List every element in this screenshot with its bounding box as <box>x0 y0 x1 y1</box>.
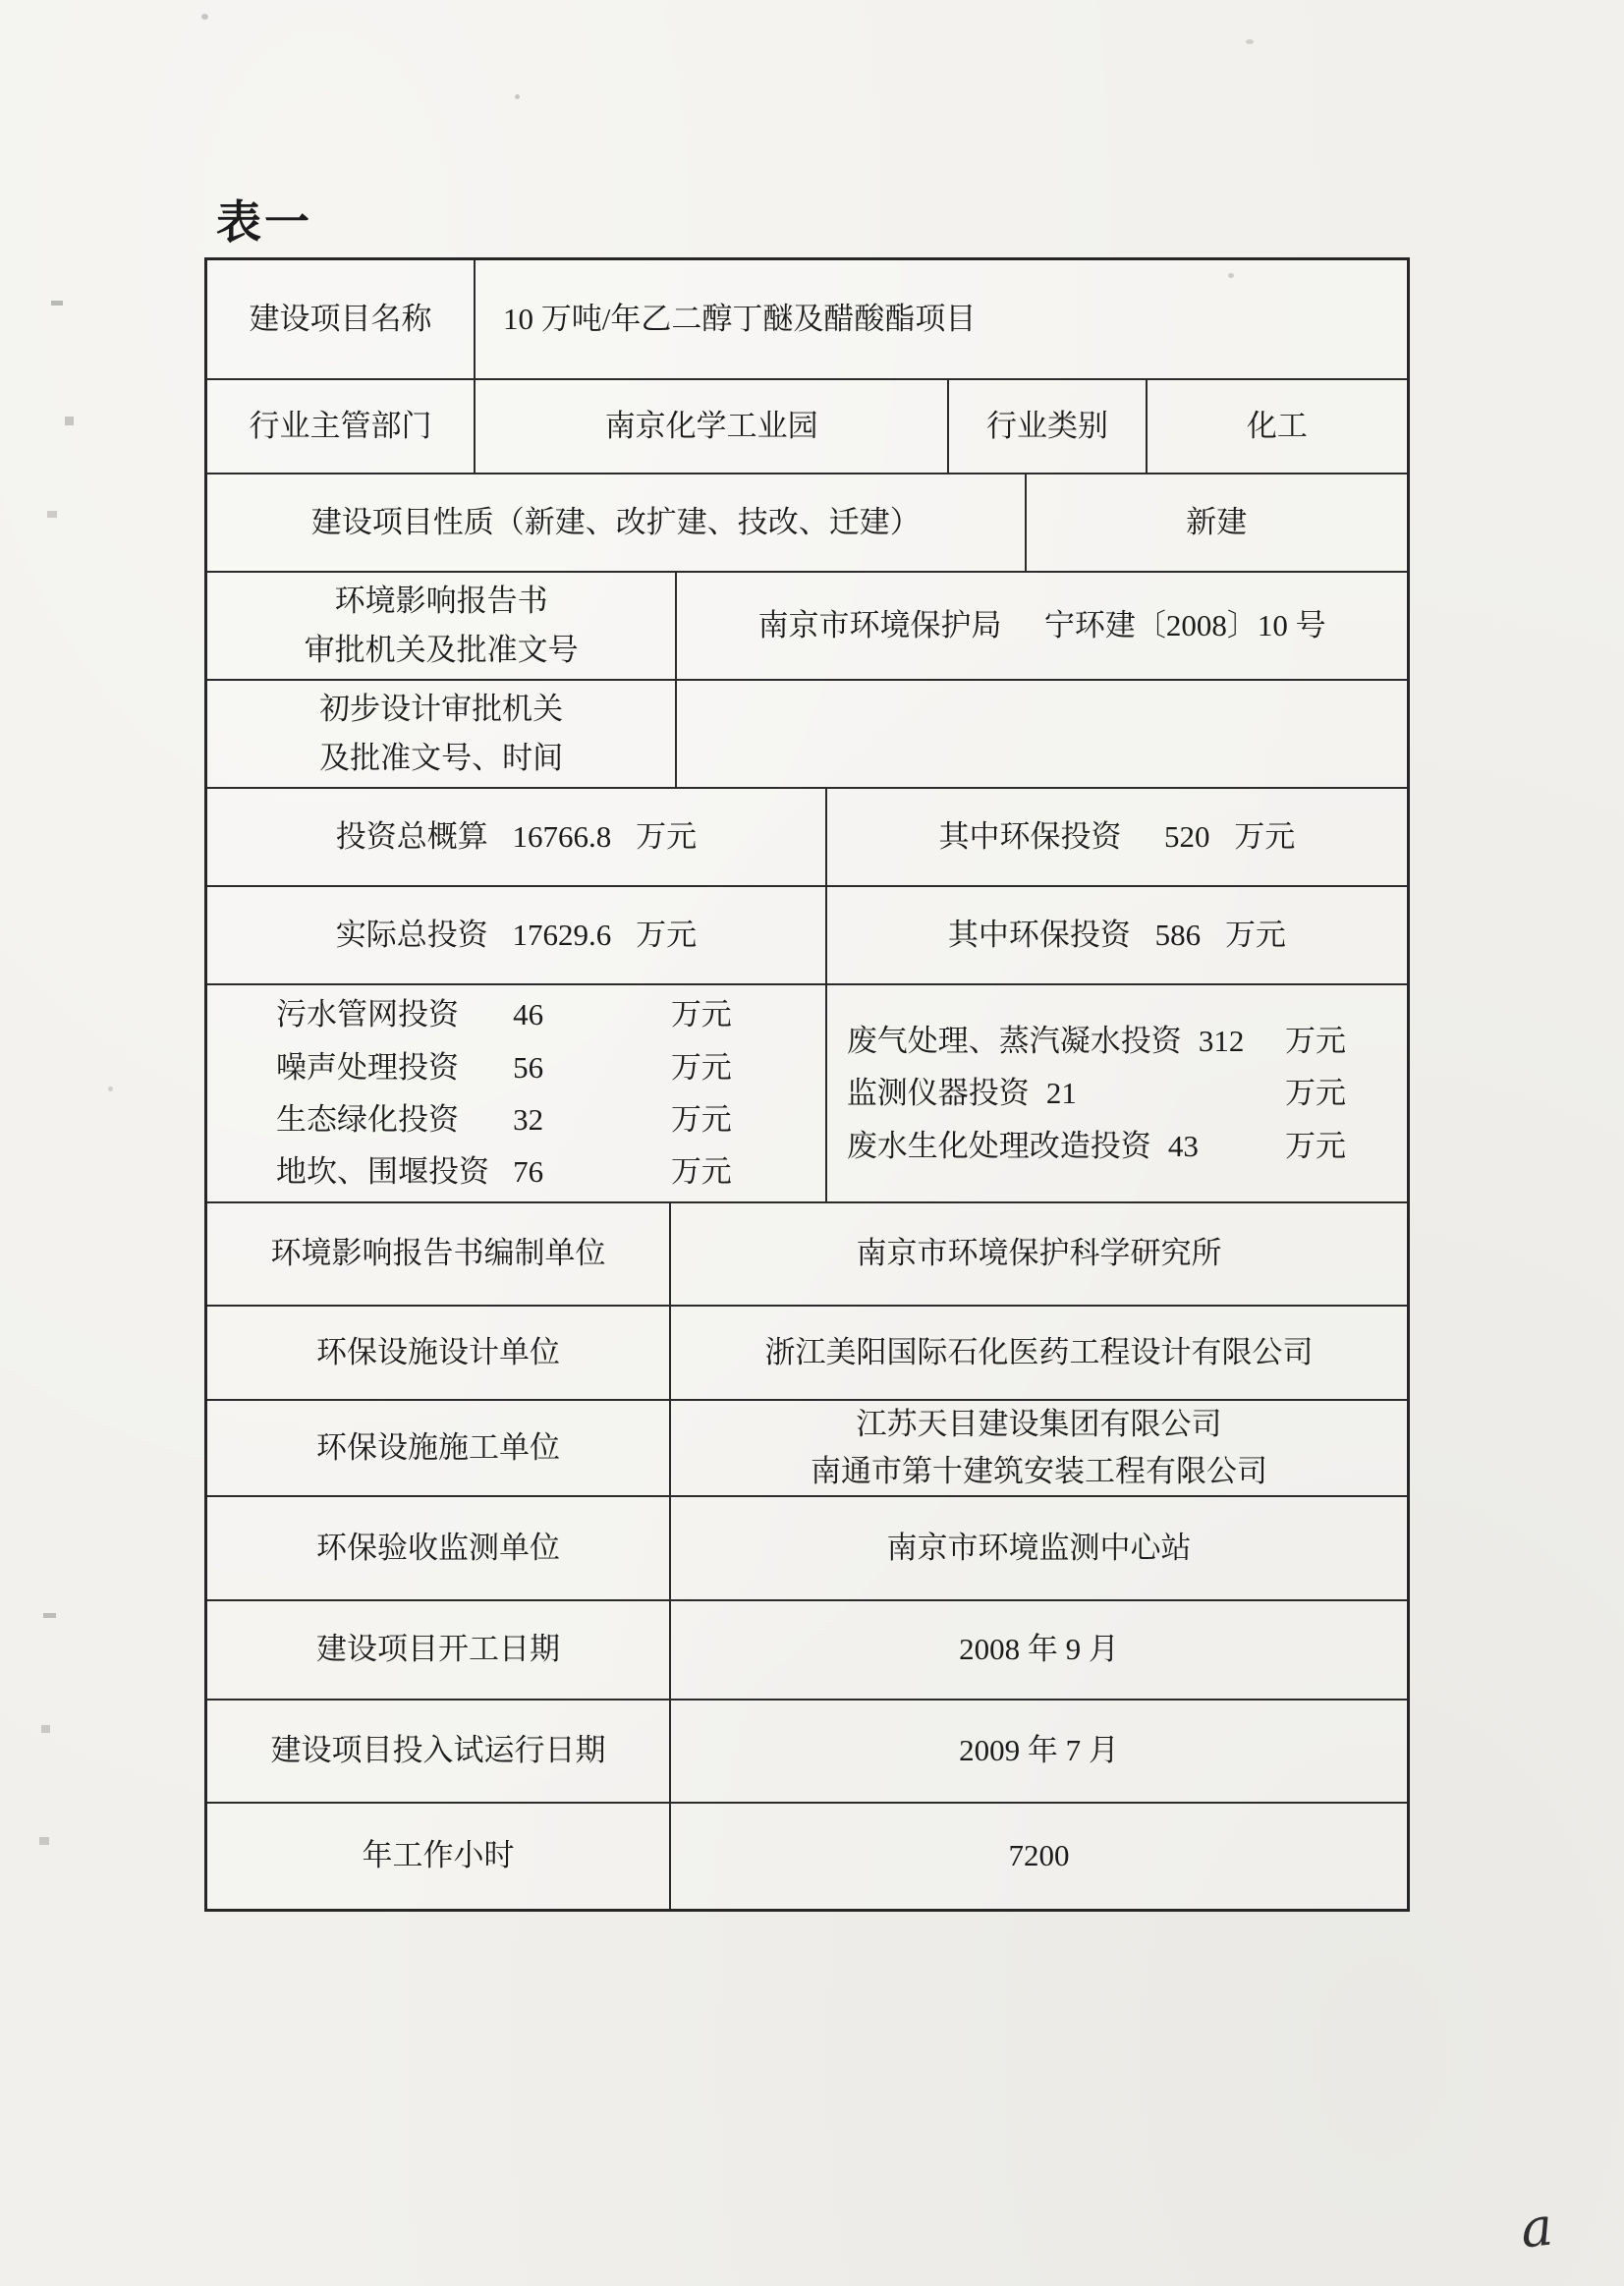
investment-item <box>276 988 732 1040</box>
investment-item-unit: 万元 <box>1284 1128 1346 1163</box>
industry-dept-label: 行业主管部门 <box>249 408 432 443</box>
construction-unit-value <box>669 1401 1407 1495</box>
trial-run-date-label: 建设项目投入试运行日期 <box>270 1733 606 1768</box>
scan-artifact <box>39 1837 49 1845</box>
env-actual-investment-label: 其中环保投资 <box>947 917 1131 952</box>
prelim-design-value <box>675 681 1407 787</box>
scan-artifact <box>201 14 208 20</box>
row-annual-hours <box>207 1802 1407 1909</box>
investment-item-unit: 万元 <box>1284 1024 1346 1059</box>
env-actual-investment-value: 586 <box>1154 917 1202 952</box>
industry-category-value: 化工 <box>1146 380 1407 473</box>
investment-breakdown-left <box>207 985 825 1201</box>
investment-item-value: 43 <box>1167 1128 1199 1163</box>
design-unit-label: 环保设施设计单位 <box>316 1334 561 1369</box>
investment-item-label: 生态绿化投资 <box>276 1102 459 1137</box>
env-budget-estimate-value: 520 <box>1163 818 1210 854</box>
page-title: 表一 <box>216 197 312 248</box>
start-date-value: 2008 年 9 月 <box>669 1601 1407 1699</box>
budget-estimate-cell <box>207 789 825 885</box>
row-eia-prepared-by <box>207 1201 1407 1305</box>
handwritten-mark: a <box>1517 2195 1556 2260</box>
actual-investment-label: 实际总投资 <box>335 917 488 952</box>
scan-artifact <box>65 417 74 425</box>
budget-estimate-unit: 万元 <box>636 818 698 854</box>
env-actual-investment-unit: 万元 <box>1224 917 1286 952</box>
investment-item-value: 76 <box>513 1154 544 1190</box>
env-actual-investment-cell <box>825 887 1407 983</box>
env-budget-estimate-unit: 万元 <box>1234 818 1296 854</box>
scan-artifact <box>47 511 57 518</box>
investment-item-label: 噪声处理投资 <box>276 1049 459 1085</box>
eia-approval-org: 南京市环境保护局 <box>757 607 1002 642</box>
prelim-design-label <box>207 681 675 787</box>
investment-item <box>847 1015 1346 1067</box>
env-budget-estimate-label: 其中环保投资 <box>938 818 1122 854</box>
project-name-value: 10 万吨/年乙二醇丁醚及醋酸酯项目 <box>474 260 1407 378</box>
budget-estimate-value: 16766.8 <box>512 818 612 854</box>
construction-unit-line1: 江苏天目建设集团有限公司 <box>856 1406 1222 1441</box>
eia-prepared-by-value: 南京市环境保护科学研究所 <box>669 1203 1407 1305</box>
row-industry <box>207 378 1407 473</box>
budget-estimate-label: 投资总概算 <box>335 818 488 854</box>
scan-artifact <box>51 301 63 306</box>
industry-category-label: 行业类别 <box>947 380 1145 473</box>
prelim-design-label-line2: 及批准文号、时间 <box>319 741 564 775</box>
investment-item <box>276 1145 732 1198</box>
row-project-name <box>207 260 1407 378</box>
annual-hours-label: 年工作小时 <box>362 1838 515 1873</box>
prelim-design-label-line1: 初步设计审批机关 <box>319 692 564 727</box>
investment-item-unit: 万元 <box>1284 1076 1346 1111</box>
investment-item-value: 32 <box>513 1102 544 1137</box>
trial-run-date-value: 2009 年 7 月 <box>669 1701 1407 1802</box>
start-date-label: 建设项目开工日期 <box>316 1632 561 1667</box>
actual-investment-cell <box>207 887 825 983</box>
investment-item <box>847 1120 1346 1172</box>
eia-approval-value <box>675 573 1407 679</box>
annual-hours-value: 7200 <box>669 1804 1407 1909</box>
eia-approval-label <box>207 573 675 679</box>
row-start-date <box>207 1599 1407 1699</box>
scan-artifact <box>43 1613 56 1618</box>
actual-investment-unit: 万元 <box>636 917 698 952</box>
row-prelim-design <box>207 679 1407 787</box>
row-design-unit <box>207 1305 1407 1399</box>
design-unit-value: 浙江美阳国际石化医药工程设计有限公司 <box>669 1307 1407 1399</box>
investment-item-value: 312 <box>1198 1024 1245 1059</box>
scan-artifact <box>1228 273 1234 278</box>
investment-item-label: 地坎、围堰投资 <box>276 1154 489 1190</box>
row-acceptance-monitoring-unit <box>207 1495 1407 1599</box>
scan-artifact <box>515 94 520 99</box>
acceptance-monitoring-unit-value: 南京市环境监测中心站 <box>669 1497 1407 1599</box>
row-project-nature <box>207 473 1407 571</box>
investment-item <box>276 1093 732 1145</box>
investment-item-unit: 万元 <box>670 1049 732 1085</box>
project-info-table <box>204 257 1410 1912</box>
investment-item-label: 污水管网投资 <box>276 997 459 1032</box>
investment-item-unit: 万元 <box>670 1102 732 1137</box>
construction-unit-label: 环保设施施工单位 <box>316 1429 561 1465</box>
scan-artifact <box>1246 39 1254 44</box>
investment-item-unit: 万元 <box>670 1154 732 1190</box>
eia-approval-label-line2: 审批机关及批准文号 <box>304 633 579 667</box>
investment-item <box>276 1041 732 1093</box>
row-investment-breakdown <box>207 983 1407 1201</box>
investment-item <box>847 1067 1346 1119</box>
investment-item-label: 废气处理、蒸汽凝水投资 <box>846 1024 1182 1059</box>
eia-approval-doc-no: 宁环建〔2008〕10 号 <box>1043 607 1326 642</box>
eia-approval-label-line1: 环境影响报告书 <box>334 584 548 619</box>
scan-artifact <box>41 1725 50 1733</box>
row-trial-run-date <box>207 1699 1407 1802</box>
row-budget-estimate <box>207 787 1407 885</box>
industry-dept-value: 南京化学工业园 <box>474 380 947 473</box>
env-budget-estimate-cell <box>825 789 1407 885</box>
investment-item-unit: 万元 <box>670 997 732 1032</box>
project-name-label: 建设项目名称 <box>249 301 432 336</box>
project-nature-label: 建设项目性质（新建、改扩建、技改、迁建） <box>310 504 921 539</box>
row-construction-unit <box>207 1399 1407 1495</box>
row-actual-investment <box>207 885 1407 983</box>
row-eia-approval <box>207 571 1407 679</box>
investment-item-value: 56 <box>513 1049 544 1085</box>
acceptance-monitoring-unit-label: 环保验收监测单位 <box>316 1530 561 1565</box>
investment-item-value: 21 <box>1045 1076 1077 1111</box>
construction-unit-line2: 南通市第十建筑安装工程有限公司 <box>811 1454 1268 1488</box>
eia-prepared-by-label: 环境影响报告书编制单位 <box>270 1236 606 1271</box>
investment-item-value: 46 <box>513 997 544 1032</box>
investment-item-label: 废水生化处理改造投资 <box>846 1128 1151 1163</box>
project-nature-value: 新建 <box>1025 474 1407 571</box>
investment-breakdown-right <box>825 985 1407 1201</box>
investment-item-label: 监测仪器投资 <box>846 1076 1030 1111</box>
scan-artifact <box>108 1087 113 1091</box>
actual-investment-value: 17629.6 <box>512 917 612 952</box>
